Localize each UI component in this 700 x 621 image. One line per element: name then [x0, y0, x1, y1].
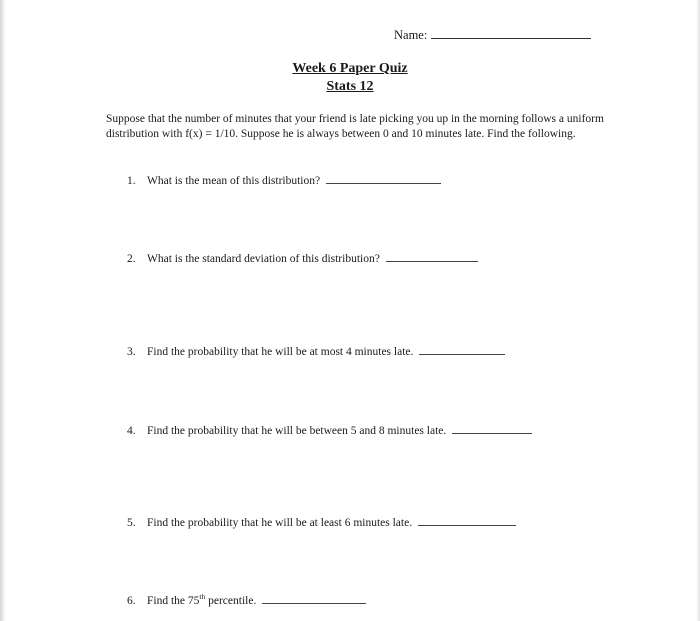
question-6 — [127, 592, 366, 607]
question-number: 2. — [127, 253, 136, 265]
question-5 — [127, 517, 516, 529]
quiz-subtitle — [0, 79, 700, 95]
problem-intro: Suppose that the number of minutes that your friend is late picking you up in the morning follows a uniform distribution with f(x) = 1/10. Suppose he is always between 0 and 10 minutes late. Find the following. — [106, 113, 604, 140]
question-number: 3. — [127, 346, 136, 358]
name-blank[interactable] — [431, 37, 591, 39]
question-number: 1. — [127, 175, 136, 187]
question-text: Find the probability that he will be at most 4 minutes late. — [147, 346, 414, 358]
ordinal-superscript: th — [199, 592, 206, 602]
answer-blank[interactable] — [386, 260, 478, 262]
question-text: Find the probability that he will be at least 6 minutes late. — [147, 517, 413, 529]
answer-blank[interactable] — [418, 524, 516, 526]
question-4 — [127, 425, 532, 437]
quiz-title — [0, 61, 700, 77]
question-text-after: percentile. — [205, 595, 257, 607]
question-text: Find the probability that he will be between 5 and 8 minutes late. — [147, 425, 447, 437]
question-text — [147, 592, 257, 607]
question-number: 6. — [127, 595, 136, 607]
answer-blank[interactable] — [419, 353, 505, 355]
question-1 — [127, 175, 441, 187]
name-field — [394, 28, 591, 43]
question-2 — [127, 253, 478, 265]
question-text-before: Find the 75 — [147, 595, 200, 607]
answer-blank[interactable] — [262, 602, 366, 604]
quiz-subtitle-text: Stats 12 — [326, 79, 374, 94]
question-text: What is the standard deviation of this distribution? — [147, 253, 380, 265]
quiz-title-text: Week 6 Paper Quiz — [292, 61, 408, 76]
question-number: 5. — [127, 517, 136, 529]
answer-blank[interactable] — [326, 182, 441, 184]
answer-blank[interactable] — [452, 432, 532, 434]
question-number: 4. — [127, 425, 136, 437]
question-text: What is the mean of this distribution? — [147, 175, 321, 187]
question-3 — [127, 346, 505, 358]
name-label: Name: — [394, 28, 428, 42]
